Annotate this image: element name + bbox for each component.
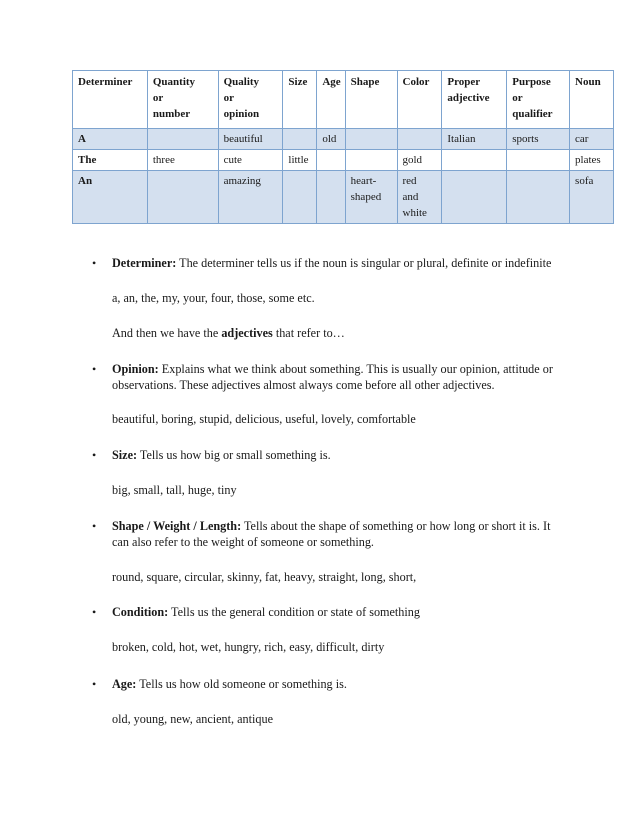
size-label: Size: — [112, 448, 138, 462]
shape-text-line2: can also refer to the weight of someone or something. — [112, 535, 374, 549]
condition-text: Tells us the general condition or state of something — [168, 605, 420, 619]
opinion-label: Opinion: — [112, 362, 159, 376]
intro-after: that refer to… — [272, 326, 345, 340]
table-cell — [283, 129, 317, 150]
table-cell — [442, 171, 507, 224]
opinion-text-line1: Explains what we think about something. This is usually our opinion, attitude or — [158, 362, 553, 376]
table-header-cell: Noun — [570, 71, 614, 129]
bullet-icon: • — [92, 448, 97, 462]
intro-before: And then we have the — [112, 326, 222, 340]
table-cell: sofa — [570, 171, 614, 224]
age-examples: old, young, new, ancient, antique — [112, 712, 273, 726]
intro-bold: adjectives — [221, 326, 273, 340]
adjective-order-table — [72, 70, 614, 224]
table-cell: cute — [218, 150, 283, 171]
table-header-cell: Size — [283, 71, 317, 129]
table-row — [73, 129, 614, 150]
table-cell — [147, 171, 218, 224]
bullet-icon: • — [92, 362, 97, 376]
age-text: Tells us how old someone or something is. — [136, 677, 347, 691]
table-cell — [397, 129, 442, 150]
bullet-icon: • — [92, 605, 97, 619]
table-cell — [507, 150, 570, 171]
table-header-cell: Determiner — [73, 71, 148, 129]
table-header-row — [73, 71, 614, 129]
bullet-icon: • — [92, 256, 97, 270]
size-text: Tells us how big or small something is. — [137, 448, 331, 462]
opinion-examples: beautiful, boring, stupid, delicious, useful, lovely, comfortable — [112, 412, 416, 426]
table-cell — [147, 129, 218, 150]
shape-text-line1: Tells about the shape of something or how long or short it is. It — [241, 519, 551, 533]
determiner-definition — [112, 256, 551, 271]
table-cell: gold — [397, 150, 442, 171]
condition-examples: broken, cold, hot, wet, hungry, rich, easy, difficult, dirty — [112, 640, 385, 654]
table-cell: plates — [570, 150, 614, 171]
table-cell: red and white — [397, 171, 442, 224]
table-cell — [442, 150, 507, 171]
bullet-icon: • — [92, 677, 97, 691]
table-cell — [345, 150, 397, 171]
shape-examples: round, square, circular, skinny, fat, heavy, straight, long, short, — [112, 570, 417, 584]
table-header-cell: Quality or opinion — [218, 71, 283, 129]
table-header-cell: Purpose or qualifier — [507, 71, 570, 129]
determiner-label: Determiner: — [112, 256, 177, 270]
age-definition — [112, 677, 347, 692]
condition-label: Condition: — [112, 605, 169, 619]
table-row-header-cell: The — [73, 150, 148, 171]
size-definition — [112, 448, 331, 463]
table-cell — [317, 171, 345, 224]
shape-definition — [112, 519, 550, 534]
table-header-cell: Age — [317, 71, 345, 129]
table-cell: Italian — [442, 129, 507, 150]
table-cell — [317, 150, 345, 171]
table-cell: heart- shaped — [345, 171, 397, 224]
opinion-text-line2: observations. These adjectives almost always come before all other adjectives. — [112, 378, 495, 392]
table-cell: beautiful — [218, 129, 283, 150]
bullet-icon: • — [92, 519, 97, 533]
table-row-header-cell: A — [73, 129, 148, 150]
shape-label: Shape / Weight / Length: — [112, 519, 242, 533]
condition-definition — [112, 605, 420, 620]
adjectives-intro — [112, 326, 345, 341]
size-examples: big, small, tall, huge, tiny — [112, 483, 237, 497]
table-header-cell: Color — [397, 71, 442, 129]
table-cell — [345, 129, 397, 150]
table-cell — [283, 171, 317, 224]
table-cell: little — [283, 150, 317, 171]
table-cell — [507, 171, 570, 224]
opinion-definition — [112, 362, 553, 377]
table-header-cell: Shape — [345, 71, 397, 129]
age-label: Age: — [112, 677, 137, 691]
table-row-header-cell: An — [73, 171, 148, 224]
table-cell: sports — [507, 129, 570, 150]
table-cell: old — [317, 129, 345, 150]
determiner-examples: a, an, the, my, your, four, those, some etc. — [112, 291, 315, 305]
table-header-cell: Proper adjective — [442, 71, 507, 129]
table-header-cell: Quantity or number — [147, 71, 218, 129]
table-cell: car — [570, 129, 614, 150]
table-cell: amazing — [218, 171, 283, 224]
determiner-text: The determiner tells us if the noun is singular or plural, definite or indefinite — [176, 256, 552, 270]
table-cell: three — [147, 150, 218, 171]
table-row — [73, 150, 614, 171]
table-row — [73, 171, 614, 224]
